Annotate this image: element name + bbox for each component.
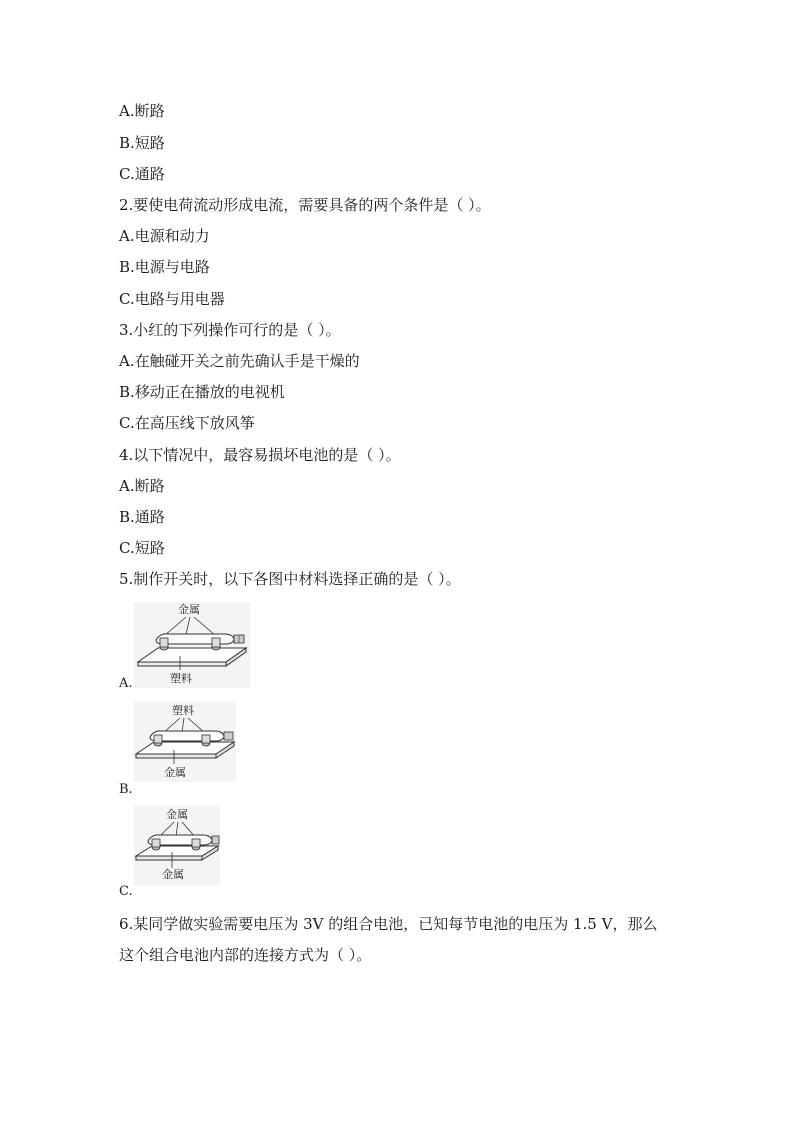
- q2-option-c: C.电路与用电器: [119, 290, 225, 308]
- q1-option-c: C.通路: [119, 165, 165, 183]
- q6-stem-line-1: 6.某同学做实验需要电压为 3V 的组合电池，已知每节电池的电压为 1.5 V，那么: [119, 915, 658, 933]
- q1-option-b: B.短路: [119, 134, 165, 152]
- q2-option-a: A.电源和动力: [119, 227, 210, 245]
- switch-figure-a: [134, 602, 250, 688]
- figure-b-bottom-label: 金属: [164, 766, 186, 779]
- q3-option-c: C.在高压线下放风筝: [119, 414, 255, 432]
- q1-option-a: A.断路: [119, 102, 165, 120]
- figure-a-label: A.: [119, 676, 133, 691]
- q4-option-a: A.断路: [119, 477, 165, 495]
- q3-stem: 3.小红的下列操作可行的是（ ）。: [119, 321, 341, 339]
- figure-a-bottom-label: 塑料: [170, 672, 192, 685]
- q3-option-b: B.移动正在播放的电视机: [119, 383, 285, 401]
- q4-stem: 4.以下情况中，最容易损坏电池的是（ ）。: [119, 446, 401, 464]
- figure-c-bottom-label: 金属: [162, 868, 184, 881]
- q6-stem-line-2: 这个组合电池内部的连接方式为（ ）。: [119, 946, 372, 964]
- figure-c-label: C.: [119, 884, 133, 899]
- q4-option-b: B.通路: [119, 508, 165, 526]
- q3-option-a: A.在触碰开关之前先确认手是干燥的: [119, 352, 360, 370]
- figure-a-top-label: 金属: [178, 603, 200, 616]
- q2-option-b: B.电源与电路: [119, 258, 210, 276]
- q4-option-c: C.短路: [119, 539, 165, 557]
- q2-stem: 2.要使电荷流动形成电流，需要具备的两个条件是（ ）。: [119, 196, 491, 214]
- figure-b-top-label: 塑料: [172, 704, 194, 717]
- switch-figure-c: [134, 806, 220, 886]
- switch-figure-b: [134, 702, 236, 782]
- figure-b-label: B.: [119, 782, 133, 797]
- q5-stem: 5.制作开关时，以下各图中材料选择正确的是（ ）。: [119, 570, 461, 588]
- figure-c-top-label: 金属: [166, 808, 188, 821]
